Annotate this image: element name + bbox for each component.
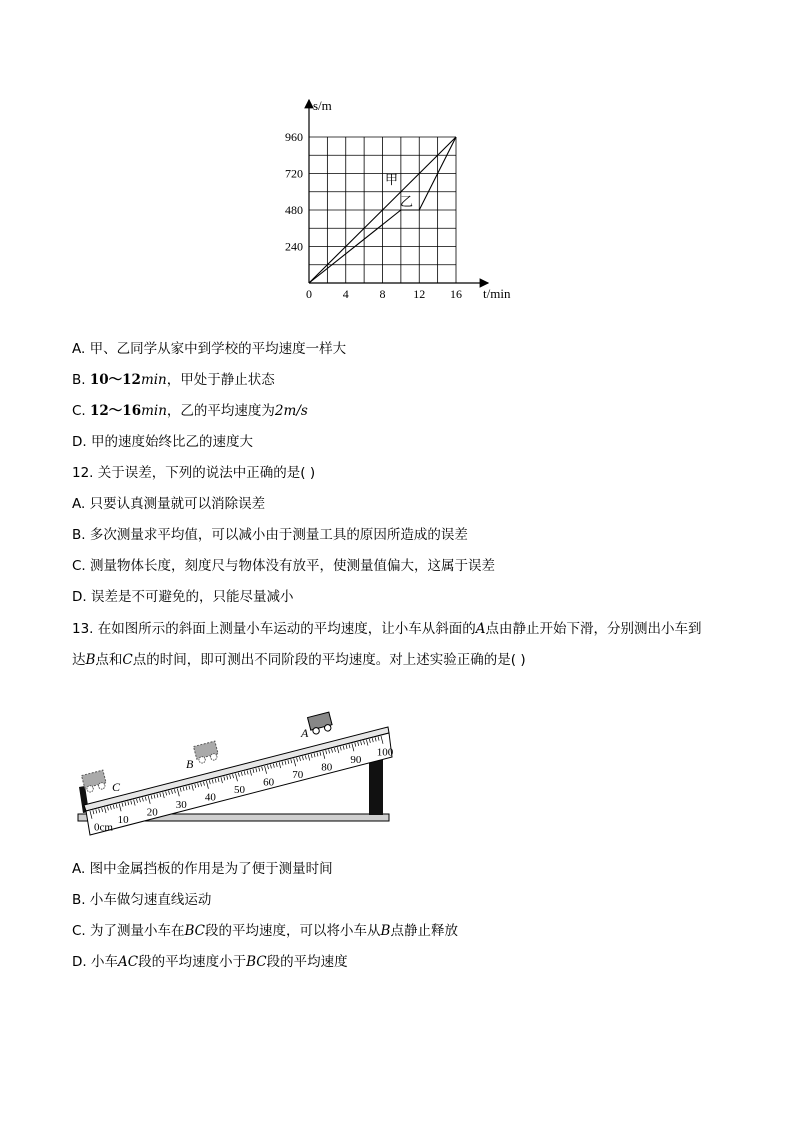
q12-option-a: A. 只要认真测量就可以消除误差 xyxy=(72,496,266,512)
car-a xyxy=(308,712,334,735)
q13-option-b: B. 小车做匀速直线运动 xyxy=(72,892,212,908)
y-axis-label: s/m xyxy=(313,98,332,113)
y-tick-label: 960 xyxy=(285,130,303,144)
ruler-label: 60 xyxy=(263,776,275,789)
car-b xyxy=(194,741,220,764)
q11-option-c: C. 12～16min，乙的平均速度为2m/s xyxy=(72,403,308,419)
q11-option-a: A. 甲、乙同学从家中到学校的平均速度一样大 xyxy=(72,341,347,357)
q13-stem-line2: 达B点和C点的时间，即可测出不同阶段的平均速度。对上述实验正确的是( ) xyxy=(72,652,526,668)
st-graph xyxy=(0,0,794,320)
ruler-label: 100 xyxy=(376,746,394,759)
y-tick-label: 720 xyxy=(285,166,303,181)
y-tick-label: 480 xyxy=(285,203,303,217)
y-tick-label: 240 xyxy=(285,239,303,254)
point-c-label: C xyxy=(112,780,121,794)
ruler-label: 40 xyxy=(204,791,216,804)
x-tick-label: 16 xyxy=(450,287,462,301)
x-axis-label: t/min xyxy=(483,286,511,301)
q13-option-a: A. 图中金属挡板的作用是为了便于测量时间 xyxy=(72,861,333,877)
ruler-label: 70 xyxy=(292,768,304,781)
q13-option-c: C. 为了测量小车在BC段的平均速度，可以将小车从B点静止释放 xyxy=(72,923,458,939)
q12-option-d: D. 误差是不可避免的，只能尽量减小 xyxy=(72,589,294,605)
x-tick-label: 8 xyxy=(379,287,386,301)
ruler-label: 30 xyxy=(175,798,187,811)
ruler-label: 80 xyxy=(321,761,333,774)
x-tick-label: 4 xyxy=(342,287,349,301)
ruler-label: 90 xyxy=(350,753,362,766)
point-b-label: B xyxy=(186,757,194,771)
ruler-label: 20 xyxy=(146,806,158,819)
series-label-yi: 乙 xyxy=(400,194,414,209)
x-tick-label: 12 xyxy=(413,287,426,301)
q11-option-b: B. 10～12min，甲处于静止状态 xyxy=(72,372,275,388)
ruler-label: 10 xyxy=(117,813,129,826)
point-a-label: A xyxy=(301,726,309,740)
ruler-label: 50 xyxy=(233,783,245,796)
incline-figure xyxy=(0,700,794,850)
q12-option-b: B. 多次测量求平均值，可以减小由于测量工具的原因所造成的误差 xyxy=(72,527,468,543)
support-post xyxy=(369,757,383,815)
series-label-jia: 甲 xyxy=(385,172,399,187)
q12-option-c: C. 测量物体长度，刻度尺与物体没有放平，使测量值偏大，这属于误差 xyxy=(72,558,496,574)
q13-option-d: D. 小车AC段的平均速度小于BC段的平均速度 xyxy=(72,954,348,970)
q13-stem-line1: 13. 在如图所示的斜面上测量小车运动的平均速度，让小车从斜面的A点由静止开始下滑，分别测出小车到 xyxy=(72,621,702,637)
q11-option-d: D. 甲的速度始终比乙的速度大 xyxy=(72,434,253,450)
q12-stem: 12. 关于误差，下列的说法中正确的是( ) xyxy=(72,465,316,481)
x-tick-label: 0 xyxy=(306,287,312,301)
ruler-label: 0cm xyxy=(93,821,113,834)
